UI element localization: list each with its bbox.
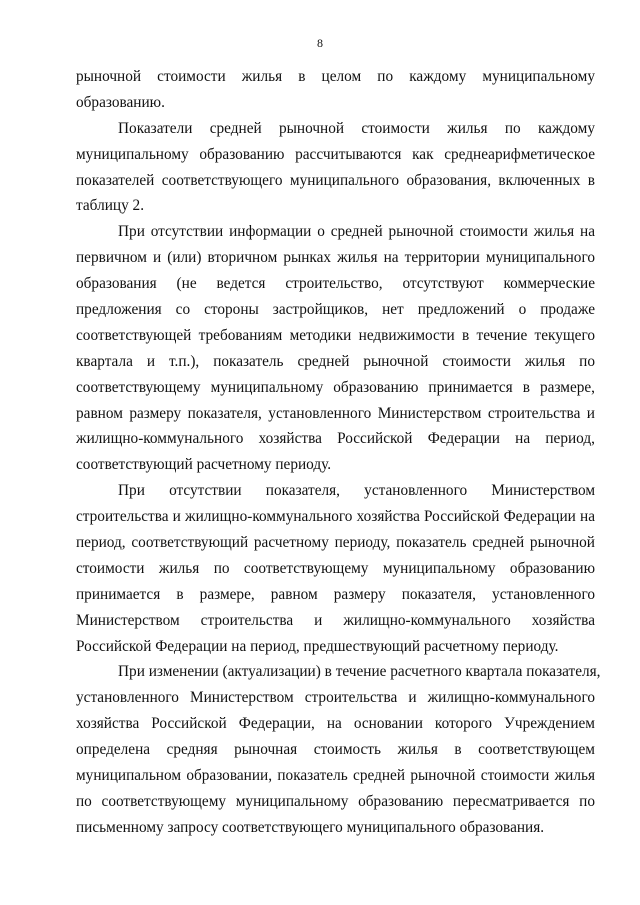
paragraph-line: установленного Министерством строительства и жилищно-коммунального: [76, 689, 595, 707]
paragraph-line: период, соответствующий расчетному периоду, показатель средней рыночной: [76, 534, 595, 552]
paragraph-line: равном размеру показателя, установленного Министерством строительства и: [76, 404, 595, 422]
paragraph-5: [76, 659, 601, 840]
paragraph-line: стоимости жилья по соответствующему муниципальному образованию: [76, 559, 595, 577]
paragraph-line: При отсутствии показателя, установленного Министерством: [118, 482, 595, 500]
paragraph-line: При изменении (актуализации) в течение расчетного квартала показателя,: [118, 663, 601, 681]
page-number: 8: [317, 36, 323, 50]
paragraph-2: [76, 116, 595, 220]
paragraph-line: показателей соответствующего муниципального образования, включенных в: [76, 171, 595, 189]
paragraph-line: образования (не ведется строительство, отсутствуют коммерческие: [76, 275, 595, 293]
paragraph-line: квартала и т.п.), показатель средней рыночной стоимости жилья по: [76, 352, 595, 370]
paragraph-line: по соответствующему муниципальному образованию пересматривается по: [76, 792, 595, 810]
paragraph-line: соответствующий расчетному периоду.: [76, 456, 332, 474]
document-body: [76, 64, 601, 841]
paragraph-line: При отсутствии информации о средней рыночной стоимости жилья на: [118, 223, 595, 241]
paragraph-line: Показатели средней рыночной стоимости жилья по каждому: [118, 119, 595, 137]
paragraph-line: хозяйства Российской Федерации, на основании которого Учреждением: [76, 715, 595, 733]
paragraph-line: жилищно-коммунального хозяйства Российской Федерации на период,: [76, 430, 595, 448]
paragraph-4: [76, 478, 595, 659]
paragraph-line: первичном и (или) вторичном рынках жилья на территории муниципального: [76, 249, 595, 267]
paragraph-line: таблицу 2.: [76, 197, 145, 215]
paragraph-line: образованию.: [76, 93, 165, 111]
paragraph-line: рыночной стоимости жилья в целом по каждому муниципальному: [76, 68, 595, 85]
paragraph-line: муниципальному образованию рассчитываются как среднеарифметическое: [76, 145, 595, 163]
paragraph-line: Министерством строительства и жилищно-коммунального хозяйства: [76, 611, 595, 629]
paragraph-line: определена средняя рыночная стоимость жилья в соответствующем: [76, 741, 595, 759]
paragraph-line: Российской Федерации на период, предшествующий расчетному периоду.: [76, 637, 559, 655]
paragraph-line: соответствующему муниципальному образованию принимается в размере,: [76, 378, 595, 396]
paragraph-line: предложения со стороны застройщиков, нет предложений о продаже: [76, 301, 595, 319]
paragraph-line: письменному запросу соответствующего муниципального образования.: [76, 818, 545, 836]
paragraph-line: муниципальном образовании, показатель средней рыночной стоимости жилья: [76, 767, 595, 785]
paragraph-line: принимается в размере, равном размеру показателя, установленного: [76, 585, 595, 603]
paragraph-1: [76, 64, 595, 116]
paragraph-line: соответствующей требованиям методики недвижимости в течение текущего: [76, 326, 595, 344]
paragraph-3: [76, 219, 595, 478]
paragraph-line: строительства и жилищно-коммунального хозяйства Российской Федерации на: [76, 508, 595, 526]
